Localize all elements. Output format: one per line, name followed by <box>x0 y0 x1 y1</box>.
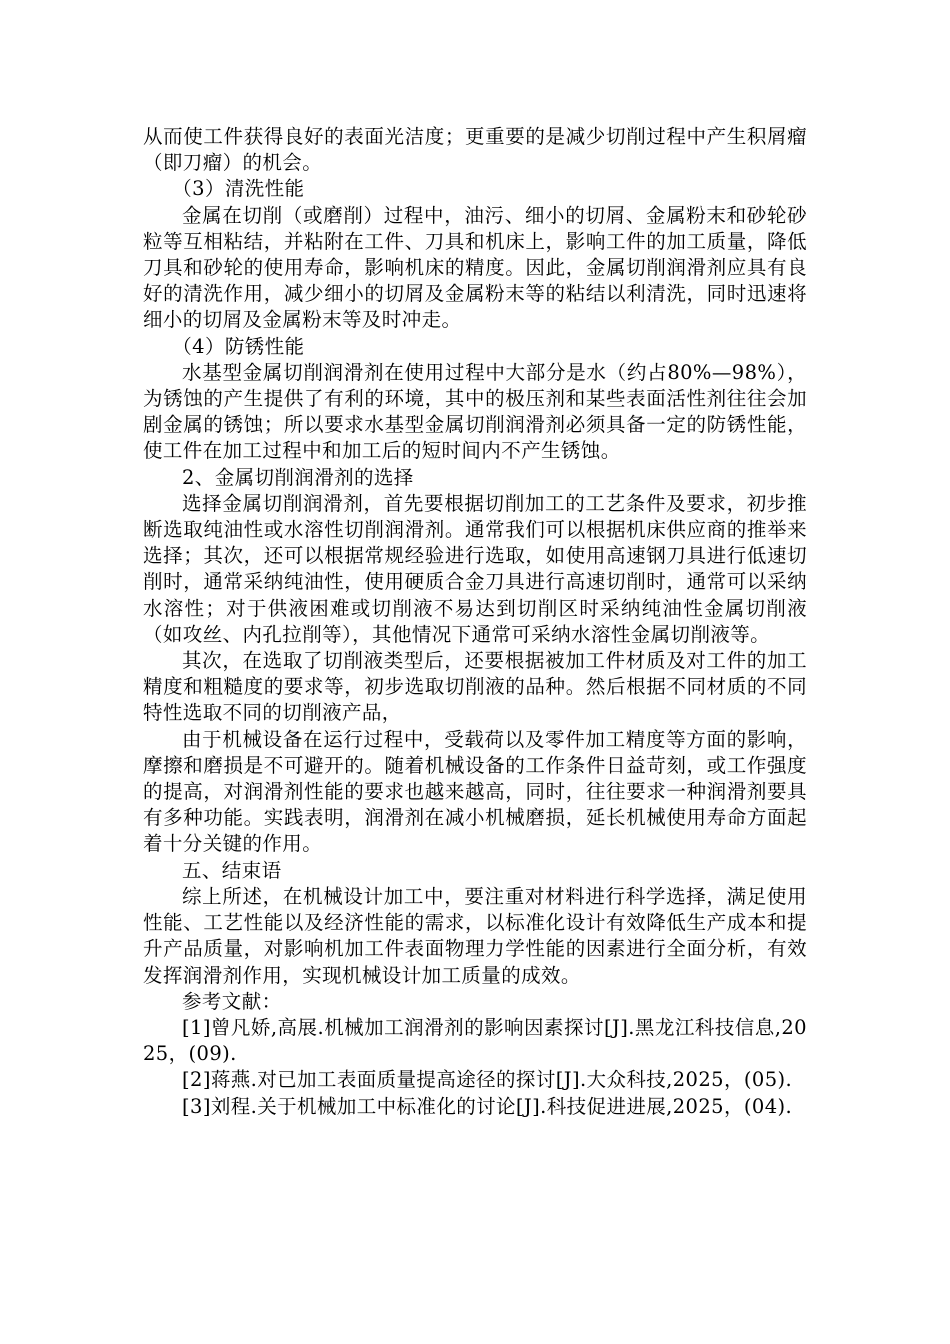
subheading-cleaning: （3）清洗性能 <box>172 177 305 201</box>
reference-item-3: [3]刘程.关于机械加工中标准化的讨论[J].科技促进进展,2025，(04). <box>182 1094 793 1118</box>
reference-item-1: [1]曾凡娇,高展.机械加工润滑剂的影响因素探讨[J].黑龙江科技信息,2025，(09). <box>143 1015 807 1066</box>
subheading-rust-prevention: （4）防锈性能 <box>172 334 305 358</box>
paragraph-selection-next: 其次，在选取了切削液类型后，还要根据被加工件材质及对工件的加工精度和粗糙度的要求等，初步选取切削液的品种。然后根据不同材质的不同特性选取不同的切削液产品， <box>143 649 807 725</box>
document-page <box>143 124 807 1120</box>
section-heading-conclusion: 五、结束语 <box>182 858 282 882</box>
paragraph-cleaning: 金属在切削（或磨削）过程中，油污、细小的切屑、金属粉末和砂轮砂粒等互相粘结，并粘附在工件、刀具和机床上，影响工件的加工质量，降低刀具和砂轮的使用寿命，影响机床的精度。因此，金属切削润滑剂应具有良好的清洗作用，减少细小的切屑及金属粉末等的粘结以利清洗，同时迅速将细小的切屑及金属粉末等及时冲走。 <box>143 203 807 332</box>
paragraph-wear: 由于机械设备在运行过程中，受载荷以及零件加工精度等方面的影响，摩擦和磨损是不可避开的。随着机械设备的工作条件日益苛刻，或工作强度的提高，对润滑剂性能的要求也越来越高，同时，往往要求一种润滑剂要具有多种功能。实践表明，润滑剂在减小机械磨损，延长机械使用寿命方面起着十分关键的作用。 <box>143 727 807 856</box>
paragraph-rust-prevention: 水基型金属切削润滑剂在使用过程中大部分是水（约占80%—98%），为锈蚀的产生提供了有利的环境，其中的极压剂和某些表面活性剂往往会加剧金属的锈蚀；所以要求水基型金属切削润滑剂必须具备一定的防锈性能，使工件在加工过程中和加工后的短时间内不产生锈蚀。 <box>143 360 807 463</box>
paragraph-continuation: 从而使工件获得良好的表面光洁度；更重要的是减少切削过程中产生积屑瘤（即刀瘤）的机会。 <box>143 125 807 175</box>
section-heading-selection: 2、金属切削润滑剂的选择 <box>182 465 414 489</box>
paragraph-selection: 选择金属切削润滑剂，首先要根据切削加工的工艺条件及要求，初步推断选取纯油性或水溶性切削润滑剂。通常我们可以根据机床供应商的推举来选择；其次，还可以根据常规经验进行选取，如使用高速钢刀具进行低速切削时，通常采纳纯油性，使用硬质合金刀具进行高速切削时，通常可以采纳水溶性；对于供液困难或切削液不易达到切削区时采纳纯油性金属切削液（如攻丝、内孔拉削等），其他情况下通常可采纳水溶性金属切削液等。 <box>143 491 807 646</box>
reference-item-2: [2]蒋燕.对已加工表面质量提高途径的探讨[J].大众科技,2025，(05). <box>182 1068 793 1092</box>
references-heading: 参考文献： <box>182 989 282 1013</box>
paragraph-conclusion: 综上所述，在机械设计加工中，要注重对材料进行科学选择，满足使用性能、工艺性能以及经济性能的需求，以标准化设计有效降低生产成本和提升产品质量，对影响机加工件表面物理力学性能的因素进行全面分析，有效发挥润滑剂作用，实现机械设计加工质量的成效。 <box>143 884 807 987</box>
